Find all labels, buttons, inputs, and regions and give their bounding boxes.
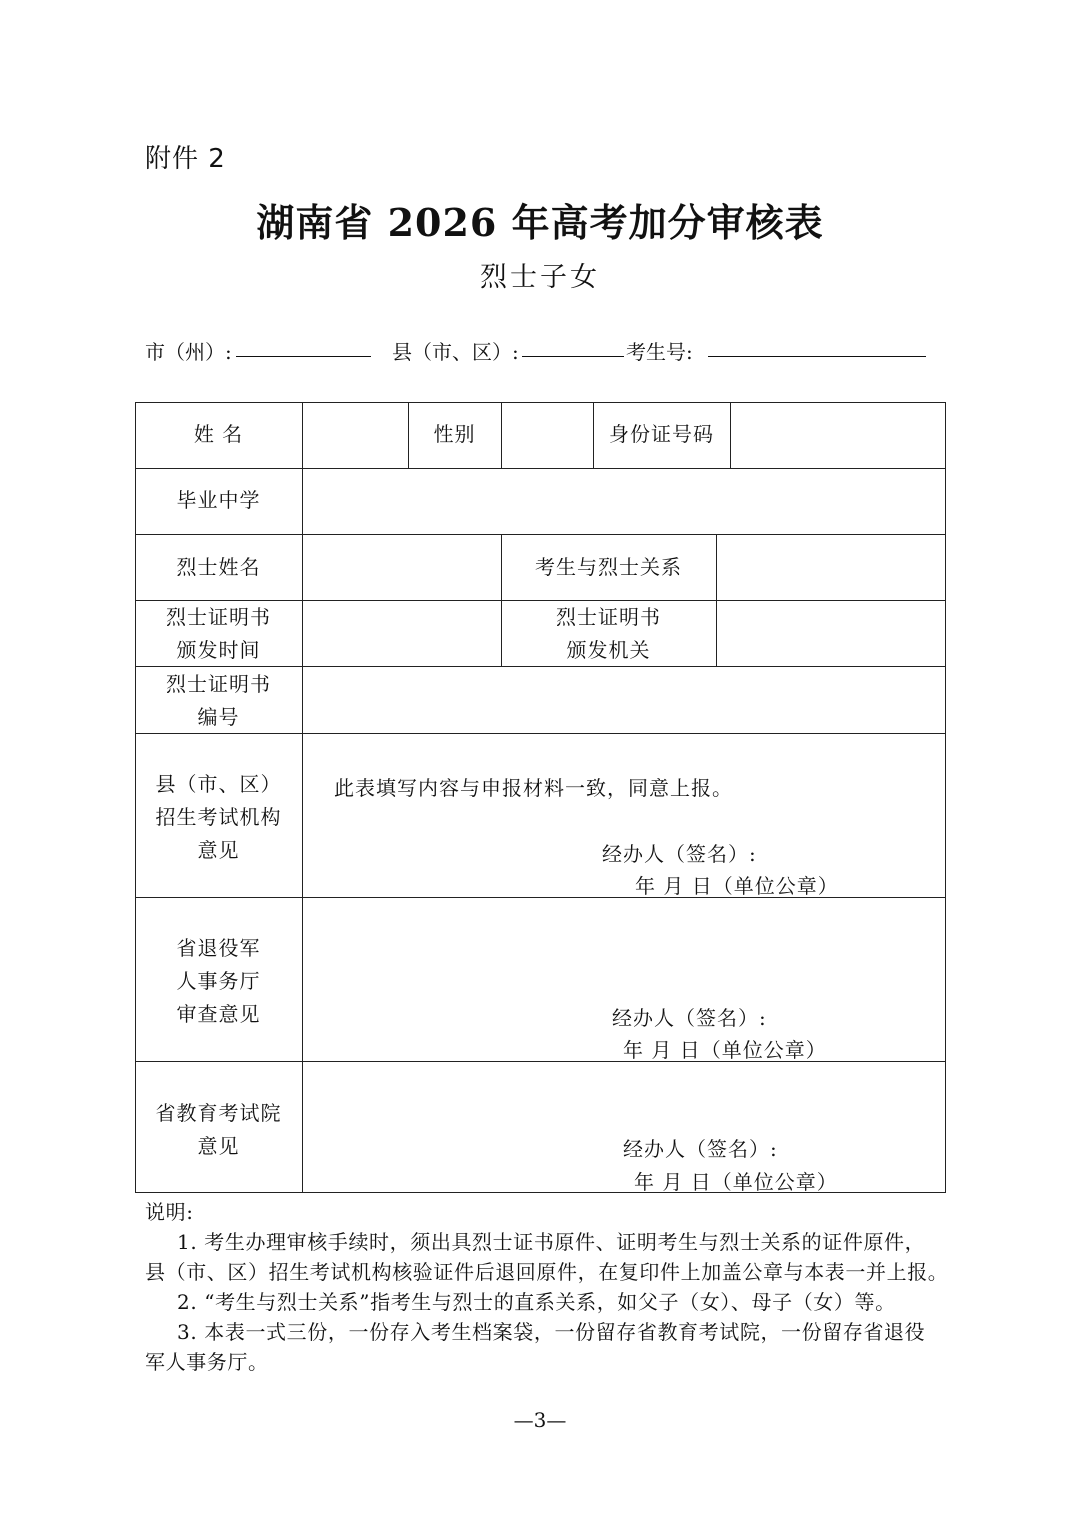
exam-no-blank[interactable] (708, 356, 926, 357)
school-field[interactable] (303, 469, 945, 534)
county-date-seal: 年 月 日（单位公章） (635, 874, 839, 898)
note-line: 3. 本表一式三份，一份存入考生档案袋，一份留存省教育考试院，一份留存省退役 (177, 1320, 926, 1344)
cert-org-label: 烈士证明书 颁发机关 (556, 605, 661, 662)
note-line: 1. 考生办理审核手续时，须出具烈士证书原件、证明考生与烈士关系的证件原件， (177, 1230, 926, 1254)
attachment-label: 附件 2 (145, 144, 226, 174)
cert-number-label: 烈士证明书 编号 (166, 672, 271, 729)
veterans-date-seal: 年 月 日（单位公章） (623, 1038, 827, 1062)
name-label: 姓 名 (193, 422, 244, 446)
martyr-name-field[interactable] (303, 535, 501, 600)
relation-field[interactable] (717, 535, 945, 600)
id-number-field[interactable] (731, 403, 945, 468)
exam-no-label: 考生号: (626, 340, 693, 364)
name-field[interactable] (303, 403, 408, 468)
city-blank[interactable] (236, 356, 371, 357)
county-opinion-label: 县（市、区） 招生考试机构 意见 (155, 772, 282, 862)
cert-org-field[interactable] (717, 601, 945, 666)
education-opinion-label: 省教育考试院 意见 (155, 1101, 282, 1158)
county-blank[interactable] (522, 356, 624, 357)
county-signer: 经办人（签名）: (602, 842, 757, 866)
notes-heading: 说明: (145, 1200, 194, 1224)
review-table (135, 402, 946, 1193)
veterans-signer: 经办人（签名）: (612, 1006, 767, 1030)
note-line: 县（市、区）招生考试机构核验证件后退回原件，在复印件上加盖公章与本表一并上报。 (145, 1260, 949, 1284)
county-opinion-text: 此表填写内容与申报材料一致，同意上报。 (334, 776, 733, 800)
martyr-name-label: 烈士姓名 (176, 555, 261, 579)
school-label: 毕业中学 (176, 488, 261, 512)
county-label: 县（市、区）: (392, 340, 519, 364)
education-date-seal: 年 月 日（单位公章） (634, 1170, 838, 1194)
id-number-label: 身份证号码 (609, 422, 714, 446)
cert-date-label: 烈士证明书 颁发时间 (166, 605, 271, 662)
note-line: 2. “考生与烈士关系”指考生与烈士的直系关系，如父子（女）、母子（女）等。 (177, 1290, 896, 1314)
education-signer: 经办人（签名）: (623, 1137, 778, 1161)
relation-label: 考生与烈士关系 (535, 555, 682, 579)
document-subtitle: 烈士子女 (480, 262, 600, 293)
cert-number-field[interactable] (303, 667, 945, 733)
veterans-opinion-label: 省退役军 人事务厅 审查意见 (176, 936, 261, 1026)
note-line: 军人事务厅。 (145, 1350, 269, 1374)
document-title: 湖南省 2026 年高考加分审核表 (256, 200, 824, 245)
city-label: 市（州）: (145, 340, 232, 364)
cert-date-field[interactable] (303, 601, 501, 666)
page-number: —3— (513, 1408, 567, 1432)
gender-label: 性别 (433, 422, 476, 446)
gender-field[interactable] (502, 403, 593, 468)
